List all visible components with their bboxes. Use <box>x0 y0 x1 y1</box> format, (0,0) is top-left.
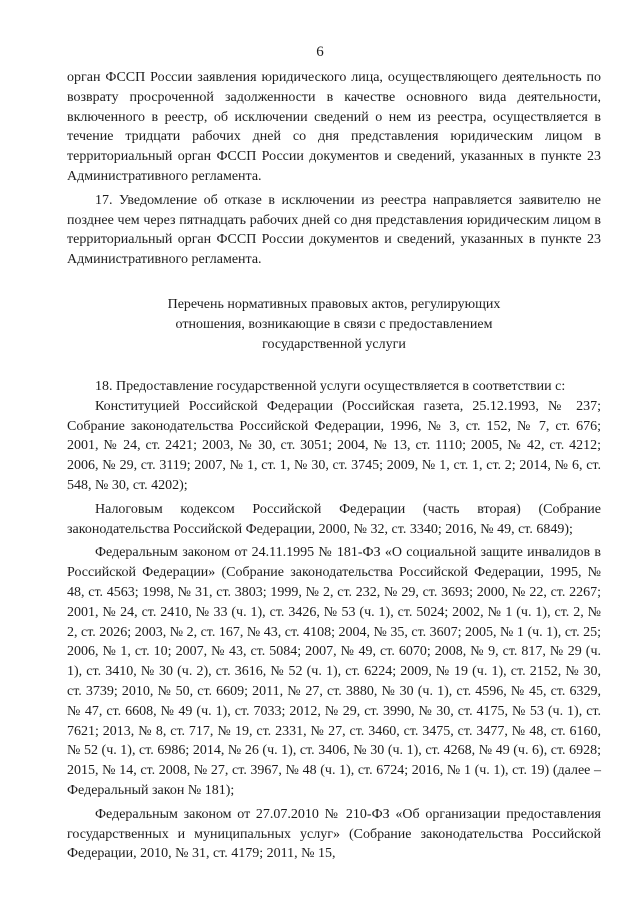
paragraph-item-18: 18. Предоставление государственной услуги осуществляется в соответствии с: <box>95 378 566 394</box>
paragraph-law-181: Федеральным законом от 24.11.1995 № 181-ФЗ «О социальной защите инвалидов в Российской Федерации» (Собрание законодательства Российской Федерации, 1995, № 48, ст. 4563; 1998, № 31, ст. 3803; 1999, № 2, ст. 232, № 29, ст. 3693; 2000, № 22, ст. 2267; 2001, № 24, ст. 2410, № 33 (ч. 1), ст. 3426, № 53 (ч. 1), ст. 5024; 2002, № 1 (ч. 1), ст. 2, № 2, ст. 2026; 2003, № 2, ст. 167, № 43, ст. 4108; 2004, № 35, ст. 3607; 2005, № 1 (ч. 1), ст. 25; 2006, № 1, ст. 10; 2007, № 43, ст. 5084; 2007, № 49, ст. 6070; 2008, № 9, ст. 817, № 29 (ч. 1), ст. 3410, № 30 (ч. 2), ст. 3616, № 52 (ч. 1), ст. 6224; 2009, № 19 (ч. 1), ст. 2152, № 30, ст. 3739; 2010, № 50, ст. 6609; 2011, № 27, ст. 3880, № 30 (ч. 1), ст. 4596, № 45, ст. 6329, № 47, ст. 6608, № 49 (ч. 1), ст. 7033; 2012, № 29, ст. 3990, № 30, ст. 4175, № 53 (ч. 1), ст. 7621; 2013, № 8, ст. 717, № 19, ст. 2331, № 27, ст. 3460, ст. 3475, ст. 3477, № 48, ст. 6160, № 52 (ч. 1), ст. 6986; 2014, № 26 (ч. 1), ст. 3406, № 30 (ч. 1), ст. 4268, № 49 (ч. 6), ст. 6928; 2015, № 14, ст. 2008, № 27, ст. 3967, № 48 (ч. 1), ст. 6724; 2016, № 1 (ч. 1), ст. 19) (далее – Федеральный закон № 181); <box>67 545 601 798</box>
paragraph-law-210: Федеральным законом от 27.07.2010 № 210-ФЗ «Об организации предоставления государственных и муниципальных услуг» (Собрание законодательства Российской Федерации, 2010, № 31, ст. 4179; 2011, № 15, <box>67 806 601 862</box>
section-heading-line: Перечень нормативных правовых актов, регулирующих <box>167 296 501 312</box>
paragraph-tax-code: Налоговым кодексом Российской Федерации (часть вторая) (Собрание законодательства Российской Федерации, 2000, № 32, ст. 3340; 2016, № 49, ст. 6849); <box>67 501 601 537</box>
section-heading-line: государственной услуги <box>262 336 406 352</box>
document-body <box>67 68 601 864</box>
page-number: 6 <box>316 44 324 60</box>
paragraph-item-17: 17. Уведомление об отказе в исключении из реестра направляется заявителю не позднее чем через пятнадцать рабочих дней со дня представления юридическим лицом в территориальный орган ФССП России документов и сведений, указанных в пункте 23 Административного регламента. <box>67 192 601 268</box>
section-heading <box>67 295 601 355</box>
section-heading-line: отношения, возникающие в связи с предоставлением <box>175 316 493 332</box>
paragraph-constitution: Конституцией Российской Федерации (Российская газета, 25.12.1993, № 237; Собрание законодательства Российской Федерации, 1996, № 3, ст. 152, № 7, ст. 676; 2001, № 24, ст. 2421; 2003, № 30, ст. 3051; 2004, № 13, ст. 1110; 2005, № 42, ст. 4212; 2006, № 29, ст. 3119; 2007, № 1, ст. 1, № 30, ст. 3745; 2009, № 1, ст. 1, ст. 2; 2014, № 6, ст. 548, № 30, ст. 4202); <box>67 398 601 493</box>
paragraph-continuation: орган ФССП России заявления юридического лица, осуществляющего деятельность по возврату просроченной задолженности в качестве основного вида деятельности, включенного в реестр, об исключении сведений о нем из реестра, осуществляется в течение тридцати рабочих дней со дня представления юридическим лицом в территориальный орган ФССП России документов и сведений, указанных в пункте 23 Административного регламента. <box>67 70 601 184</box>
